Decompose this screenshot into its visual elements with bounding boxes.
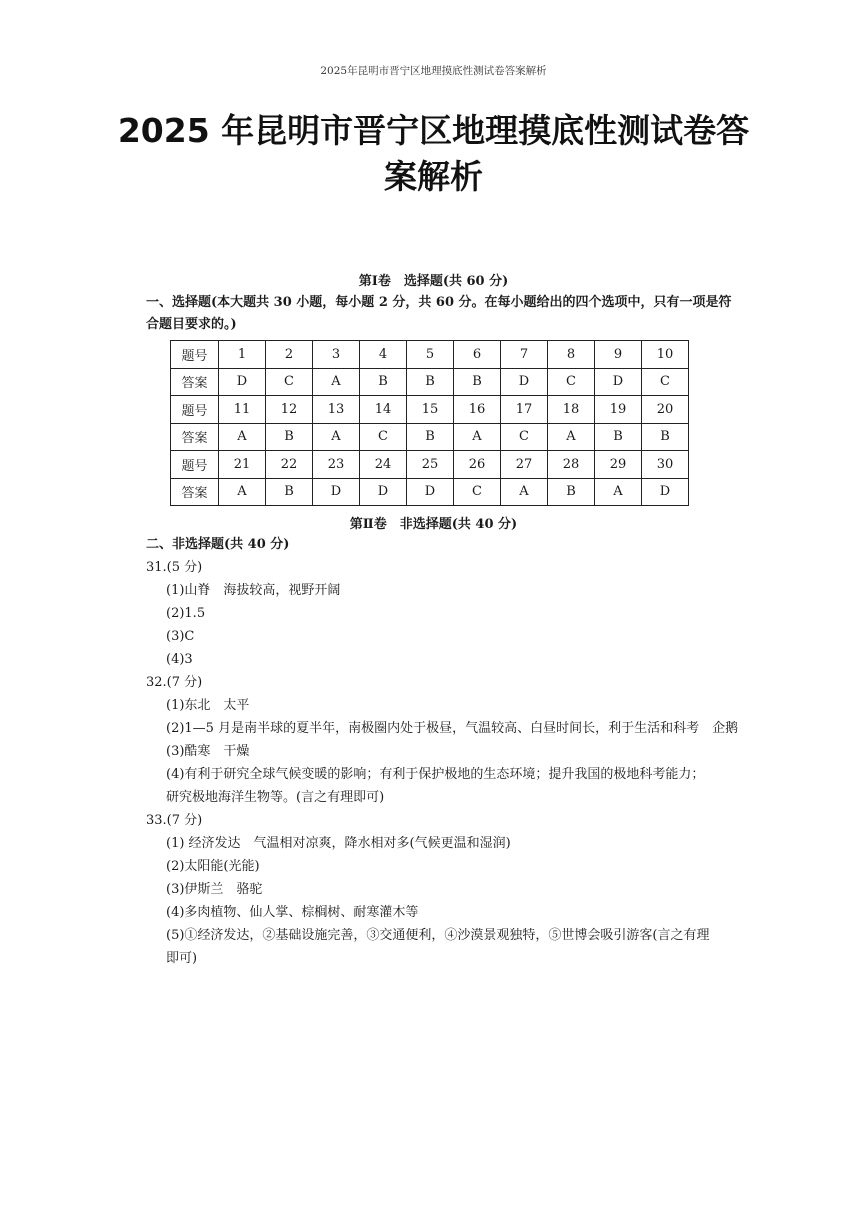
table-cell: 25 xyxy=(407,451,454,479)
table-cell: B xyxy=(454,368,501,396)
table-cell: 答案 xyxy=(171,423,219,451)
table-cell: D xyxy=(501,368,548,396)
q31-label: 31.(5 分) xyxy=(146,560,203,575)
q32-item-3: (3)酷寒 干燥 xyxy=(166,744,250,759)
table-cell: 30 xyxy=(642,451,689,479)
part1-intro-line-1: 一、选择题(本大题共 30 小题，每小题 2 分，共 60 分。在每小题给出的四个选项中，只有一项是符 xyxy=(146,295,732,310)
table-cell: 15 xyxy=(407,396,454,424)
table-cell: 13 xyxy=(313,396,360,424)
table-cell: 24 xyxy=(360,451,407,479)
table-cell: A xyxy=(595,478,642,506)
table-cell: 3 xyxy=(313,341,360,369)
table-cell: D xyxy=(219,368,266,396)
table-cell: B xyxy=(266,423,313,451)
table-cell: C xyxy=(266,368,313,396)
q31-item-4: (4)3 xyxy=(166,652,193,667)
table-cell: A xyxy=(454,423,501,451)
table-cell: 7 xyxy=(501,341,548,369)
q33-item-2: (2)太阳能(光能) xyxy=(166,859,260,874)
table-cell: 答案 xyxy=(171,368,219,396)
q32-item-2: (2)1—5 月是南半球的夏半年，南极圈内处于极昼，气温较高、白昼时间长，利于生活和科考 企鹅 xyxy=(166,721,739,736)
q32-item-4-cont: 研究极地海洋生物等。(言之有理即可) xyxy=(166,790,385,805)
table-row xyxy=(171,451,689,479)
table-cell: 18 xyxy=(548,396,595,424)
table-cell: C xyxy=(454,478,501,506)
table-cell: 题号 xyxy=(171,396,219,424)
part2-intro: 二、非选择题(共 40 分) xyxy=(146,537,290,552)
q33-item-4: (4)多肉植物、仙人掌、棕榈树、耐寒灌木等 xyxy=(166,905,419,920)
q33-item-1: (1) 经济发达 气温相对凉爽，降水相对多(气候更温和湿润) xyxy=(166,836,511,851)
table-cell: 23 xyxy=(313,451,360,479)
table-cell: 27 xyxy=(501,451,548,479)
q33-label: 33.(7 分) xyxy=(146,813,203,828)
table-cell: B xyxy=(642,423,689,451)
table-cell: D xyxy=(360,478,407,506)
q33-item-5: (5)①经济发达，②基础设施完善，③交通便利，④沙漠景观独特，⑤世博会吸引游客(言之有理 xyxy=(166,928,710,943)
q33-item-5-cont: 即可) xyxy=(166,951,198,966)
q32-item-4: (4)有利于研究全球气候变暖的影响；有利于保护极地的生态环境；提升我国的极地科考能力； xyxy=(166,767,705,782)
table-cell: B xyxy=(360,368,407,396)
table-row xyxy=(171,423,689,451)
table-cell: 19 xyxy=(595,396,642,424)
table-row xyxy=(171,478,689,506)
table-cell: D xyxy=(642,478,689,506)
table-cell: A xyxy=(313,423,360,451)
table-cell: B xyxy=(595,423,642,451)
table-cell: 6 xyxy=(454,341,501,369)
table-cell: 1 xyxy=(219,341,266,369)
page-title xyxy=(100,108,767,200)
table-cell: A xyxy=(219,478,266,506)
table-cell: A xyxy=(501,478,548,506)
table-cell: D xyxy=(595,368,642,396)
table-cell: D xyxy=(313,478,360,506)
table-cell: B xyxy=(548,478,595,506)
table-cell: B xyxy=(407,423,454,451)
table-cell: 29 xyxy=(595,451,642,479)
table-cell: 题号 xyxy=(171,341,219,369)
table-cell: 20 xyxy=(642,396,689,424)
answer-table xyxy=(170,340,689,506)
part1-intro xyxy=(146,292,736,336)
table-cell: 4 xyxy=(360,341,407,369)
part2-heading: 第Ⅱ卷 非选择题(共 40 分) xyxy=(349,517,518,532)
q31-item-1: (1)山脊 海拔较高，视野开阔 xyxy=(166,583,341,598)
q32-item-1: (1)东北 太平 xyxy=(166,698,250,713)
table-cell: 28 xyxy=(548,451,595,479)
table-cell: 26 xyxy=(454,451,501,479)
q31-item-2: (2)1.5 xyxy=(166,606,206,621)
table-cell: 5 xyxy=(407,341,454,369)
title-line-1: 2025 年昆明市晋宁区地理摸底性测试卷答 xyxy=(117,111,750,150)
part1-intro-line-2: 合题目要求的。) xyxy=(146,317,237,332)
table-cell: C xyxy=(360,423,407,451)
q31-item-3: (3)C xyxy=(166,629,195,644)
table-cell: 12 xyxy=(266,396,313,424)
table-cell: 14 xyxy=(360,396,407,424)
table-row xyxy=(171,368,689,396)
table-cell: A xyxy=(313,368,360,396)
table-cell: 10 xyxy=(642,341,689,369)
table-cell: 8 xyxy=(548,341,595,369)
table-cell: C xyxy=(548,368,595,396)
table-cell: 2 xyxy=(266,341,313,369)
q32-label: 32.(7 分) xyxy=(146,675,203,690)
table-row xyxy=(171,396,689,424)
table-cell: 17 xyxy=(501,396,548,424)
table-cell: 11 xyxy=(219,396,266,424)
table-cell: 9 xyxy=(595,341,642,369)
table-cell: 题号 xyxy=(171,451,219,479)
part1-heading: 第Ⅰ卷 选择题(共 60 分) xyxy=(358,274,509,289)
table-row xyxy=(171,341,689,369)
table-cell: A xyxy=(548,423,595,451)
title-line-2: 案解析 xyxy=(384,157,483,196)
table-cell: C xyxy=(501,423,548,451)
table-cell: B xyxy=(407,368,454,396)
table-cell: C xyxy=(642,368,689,396)
table-cell: 答案 xyxy=(171,478,219,506)
table-cell: D xyxy=(407,478,454,506)
table-cell: A xyxy=(219,423,266,451)
q33-item-3: (3)伊斯兰 骆驼 xyxy=(166,882,263,897)
table-cell: B xyxy=(266,478,313,506)
table-cell: 22 xyxy=(266,451,313,479)
running-header: 2025年昆明市晋宁区地理摸底性测试卷答案解析 xyxy=(320,65,547,77)
table-cell: 16 xyxy=(454,396,501,424)
table-cell: 21 xyxy=(219,451,266,479)
